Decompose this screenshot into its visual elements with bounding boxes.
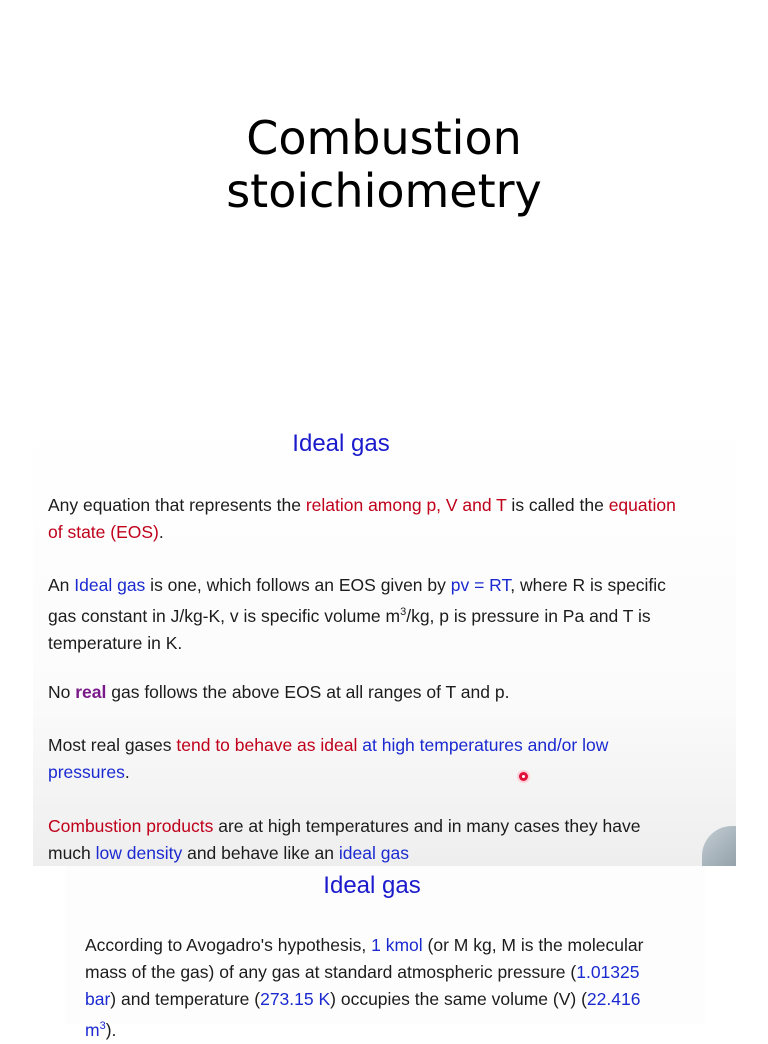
highlight-text: 1.01325 bar bbox=[85, 962, 640, 1009]
slide-ideal-gas-2 bbox=[65, 866, 705, 1040]
highlight-text: 273.15 K bbox=[260, 989, 331, 1009]
slide-ideal-gas-1 bbox=[33, 418, 736, 866]
text: gas follows the above EOS at all ranges of T and p. bbox=[106, 682, 510, 702]
title-line-1: Combustion bbox=[246, 111, 522, 165]
paragraph-ideal-gas-definition bbox=[48, 572, 678, 657]
text: /kg, p is pressure in Pa and T is temperature in K. bbox=[48, 605, 651, 653]
paragraph-real-gas bbox=[48, 679, 678, 706]
highlight-text: 1 kmol bbox=[371, 935, 423, 955]
paragraph-eos bbox=[48, 492, 678, 546]
text: Most real gases bbox=[48, 735, 177, 755]
highlight-text: 22.416 m bbox=[85, 989, 641, 1040]
highlight-text: equation of state (EOS) bbox=[48, 495, 676, 542]
text: is one, which follows an EOS given by bbox=[145, 575, 451, 595]
text: No bbox=[48, 682, 76, 702]
highlight-text: ideal gas bbox=[338, 843, 409, 863]
paragraph-avogadro bbox=[85, 932, 665, 1044]
presenter-silhouette bbox=[702, 826, 736, 866]
text: ) occupies the same volume (V) ( bbox=[330, 989, 587, 1009]
slide-heading: Ideal gas bbox=[323, 872, 421, 899]
superscript: 3 bbox=[400, 606, 407, 618]
title-line-2: stoichiometry bbox=[226, 164, 542, 218]
text: and behave like an bbox=[182, 843, 339, 863]
paragraph-combustion-products bbox=[48, 813, 678, 867]
highlight-text: Combustion products bbox=[48, 816, 214, 836]
laser-pointer-icon bbox=[519, 772, 528, 781]
superscript: 3 bbox=[99, 1020, 106, 1032]
highlight-text: low density bbox=[95, 843, 183, 863]
text: , where R is specific gas constant in J/kg-K, v is specific volume m bbox=[48, 575, 666, 626]
text: . bbox=[124, 762, 130, 782]
highlight-text: relation among p, V and T bbox=[305, 495, 507, 515]
text: is called the bbox=[506, 495, 609, 515]
document-title bbox=[0, 112, 768, 218]
text: According to Avogadro's hypothesis, bbox=[85, 935, 372, 955]
text: ). bbox=[105, 1019, 117, 1040]
highlight-text: tend to behave as ideal bbox=[176, 735, 358, 755]
text: (or M kg, M is the molecular mass of the gas) of any gas at standard atmospheric pressure ( bbox=[85, 935, 644, 982]
slide-heading: Ideal gas bbox=[292, 430, 390, 457]
paragraph-real-gases-behaviour bbox=[48, 732, 678, 786]
highlight-text: Ideal gas bbox=[74, 575, 146, 595]
highlight-text: real bbox=[75, 682, 107, 702]
text: are at high temperatures and in many cases they have much bbox=[48, 816, 641, 863]
highlight-text: pv = RT bbox=[450, 575, 511, 595]
text: An bbox=[48, 575, 75, 595]
highlight-text: at high temperatures and/or low pressures bbox=[48, 735, 609, 782]
text: . bbox=[158, 522, 164, 542]
text: ) and temperature ( bbox=[110, 989, 261, 1009]
text: Any equation that represents the bbox=[48, 495, 306, 515]
